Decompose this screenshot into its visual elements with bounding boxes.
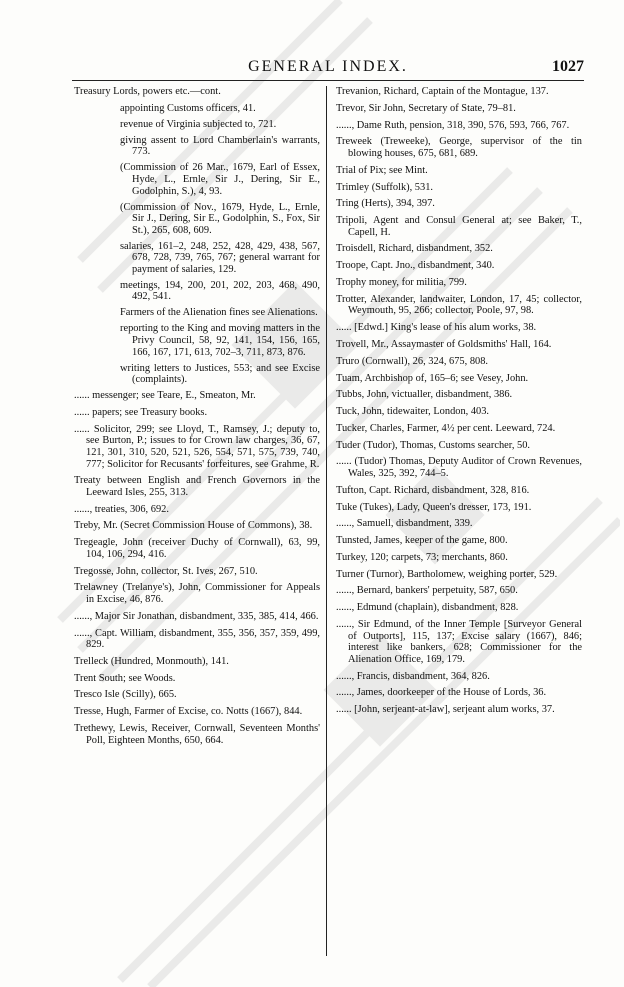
index-entry: ...... [Edwd.] King's lease of his alum works, 38. [336, 322, 537, 334]
index-entry: Treasury Lords, powers etc.—cont. [74, 86, 221, 97]
index-entry: ......, Sir Edmund, of the Inner Temple [Surveyor General of Outports], 115, 137; Excise salary (1667), 846; interest like bankers, 628; Commissioner for the Alienation Office, 169, 179. [336, 619, 582, 665]
index-entry: ......, Dame Ruth, pension, 318, 390, 576, 593, 766, 767. [336, 119, 570, 131]
index-entry: Trotter, Alexander, landwaiter, London, 17, 45; collector, Weymouth, 95, 266; collector, Poole, 97, 98. [336, 293, 582, 317]
index-subentry: salaries, 161–2, 248, 252, 428, 429, 438, 567, 678, 728, 739, 765, 767; general warrant for payment of salaries, 129. [120, 240, 320, 275]
header-rule [72, 80, 584, 81]
index-entry: Trelawney (Trelanye's), John, Commissioner for Appeals in Excise, 46, 876. [74, 582, 320, 605]
index-entry: Trovell, Mr., Assaymaster of Goldsmiths' Hall, 164. [336, 338, 552, 350]
index-entry: Tripoli, Agent and Consul General at; see Baker, T., Capell, H. [336, 215, 582, 238]
index-entry: Tuck, John, tidewaiter, London, 403. [336, 406, 490, 418]
index-entry: Turkey, 120; carpets, 73; merchants, 860. [336, 551, 508, 563]
index-entry: Treweek (Treweeke), George, supervisor of the tin blowing houses, 675, 681, 689. [336, 136, 582, 159]
index-entry: Turner (Turnor), Bartholomew, weighing porter, 529. [336, 568, 558, 580]
index-entry: Trevor, Sir John, Secretary of State, 79–81. [336, 102, 516, 114]
index-entry: ......, Edmund (chaplain), disbandment, 828. [336, 602, 519, 614]
index-entry: Trelleck (Hundred, Monmouth), 141. [74, 655, 229, 667]
index-entry: Tregosse, John, collector, St. Ives, 267, 510. [74, 565, 258, 577]
index-entry: ......, Major Sir Jonathan, disbandment, 335, 385, 414, 466. [74, 610, 319, 622]
index-entry: Tresse, Hugh, Farmer of Excise, co. Notts (1667), 844. [74, 706, 303, 718]
index-entry: Treaty between English and French Governors in the Leeward Isles, 255, 313. [74, 475, 320, 498]
index-entry: Treby, Mr. (Secret Commission House of Commons), 38. [74, 520, 313, 532]
index-entry: Trevanion, Richard, Captain of the Montague, 137. [336, 86, 549, 97]
index-entry: Tufton, Capt. Richard, disbandment, 328, 816. [336, 484, 530, 496]
index-subentry: writing letters to Justices, 553; and see Excise (complaints). [120, 362, 320, 386]
index-entry: Trimley (Suffolk), 531. [336, 181, 433, 193]
page-number: 1027 [552, 58, 584, 75]
index-entry: Tuder (Tudor), Thomas, Customs searcher, 50. [336, 439, 531, 451]
index-subentry: reporting to the King and moving matters in the Privy Council, 58, 92, 141, 154, 156, 165, 166, 167, 171, 613, 702–3, 711, 873, 876. [120, 323, 320, 358]
left-column [74, 86, 320, 751]
index-subentry: giving assent to Lord Chamberlain's warrants, 773. [120, 134, 320, 158]
index-entry: ......, James, doorkeeper of the House of Lords, 36. [336, 687, 547, 699]
index-entry: Trophy money, for militia, 799. [336, 277, 467, 288]
index-entry: Tresco Isle (Scilly), 665. [74, 689, 177, 701]
index-entry: ......, Francis, disbandment, 364, 826. [336, 670, 490, 682]
index-entry: ......, Bernard, bankers' perpetuity, 587, 650. [336, 585, 518, 597]
index-entry: Tuke (Tukes), Lady, Queen's dresser, 173, 191. [336, 501, 532, 513]
index-subentry: appointing Customs officers, 41. [120, 102, 256, 114]
index-entry: Tucker, Charles, Farmer, 4½ per cent. Leeward, 724. [336, 422, 556, 434]
index-subentry: revenue of Virginia subjected to, 721. [120, 118, 277, 130]
index-entry: Trial of Pix; see Mint. [336, 164, 428, 176]
index-subentry: meetings, 194, 200, 201, 202, 203, 468, 490, 492, 541. [120, 279, 320, 303]
index-subentry: Farmers of the Alienation fines see Alienations. [120, 307, 318, 319]
index-entry: Troisdell, Richard, disbandment, 352. [336, 243, 493, 255]
index-entry: ...... (Tudor) Thomas, Deputy Auditor of Crown Revenues, Wales, 325, 392, 744–5. [336, 456, 582, 479]
index-entry: ...... papers; see Treasury books. [74, 406, 208, 418]
index-entry: Truro (Cornwall), 26, 324, 675, 808. [336, 355, 489, 367]
index-entry: Troope, Capt. Jno., disbandment, 340. [336, 260, 495, 272]
index-subentry: (Commission of 26 Mar., 1679, Earl of Essex, Hyde, L., Ernle, Sir J., Dering, Sir E., Godolphin, S.), 4, 93. [120, 162, 320, 197]
page-header [72, 48, 584, 76]
index-subentry: (Commission of Nov., 1679, Hyde, L., Ernle, Sir J., Dering, Sir E., Godolphin, S., Fox, Sir St.), 265, 608, 609. [120, 201, 320, 236]
column-divider [326, 86, 327, 956]
index-entry: ...... messenger; see Teare, E., Smeaton, Mr. [74, 390, 256, 402]
index-entry: Tuam, Archbishop of, 165–6; see Vesey, John. [336, 372, 529, 384]
index-entry: ......, Samuell, disbandment, 339. [336, 518, 473, 530]
page-title: GENERAL INDEX. [248, 58, 408, 75]
index-entry: Tring (Herts), 394, 397. [336, 198, 435, 210]
index-entry: ......, Capt. William, disbandment, 355, 356, 357, 359, 499, 829. [74, 627, 320, 651]
index-entry: Trethewy, Lewis, Receiver, Cornwall, Seventeen Months' Poll, Eighteen Months, 650, 664. [74, 723, 320, 746]
index-entry: ...... [John, serjeant-at-law], serjeant alum works, 37. [336, 704, 555, 716]
index-entry: Tunsted, James, keeper of the game, 800. [336, 535, 508, 547]
index-entry: ......, treaties, 306, 692. [74, 503, 169, 515]
index-entry: Tregeagle, John (receiver Duchy of Cornwall), 63, 99, 104, 106, 294, 416. [74, 537, 320, 560]
index-columns [70, 86, 590, 966]
index-entry: ...... Solicitor, 299; see Lloyd, T., Ramsey, J.; deputy to, see Burton, P.; issues to for Crown law charges, 36, 67, 121, 301, 310, 520, 521, 526, 554, 571, 575, 739, 740, 777; Solicitor for Recusants' forfeitures, see Grahme, R. [74, 423, 320, 470]
index-entry: Trent South; see Woods. [74, 672, 176, 684]
right-column [336, 86, 582, 721]
index-entry: Tubbs, John, victualler, disbandment, 386. [336, 389, 513, 401]
